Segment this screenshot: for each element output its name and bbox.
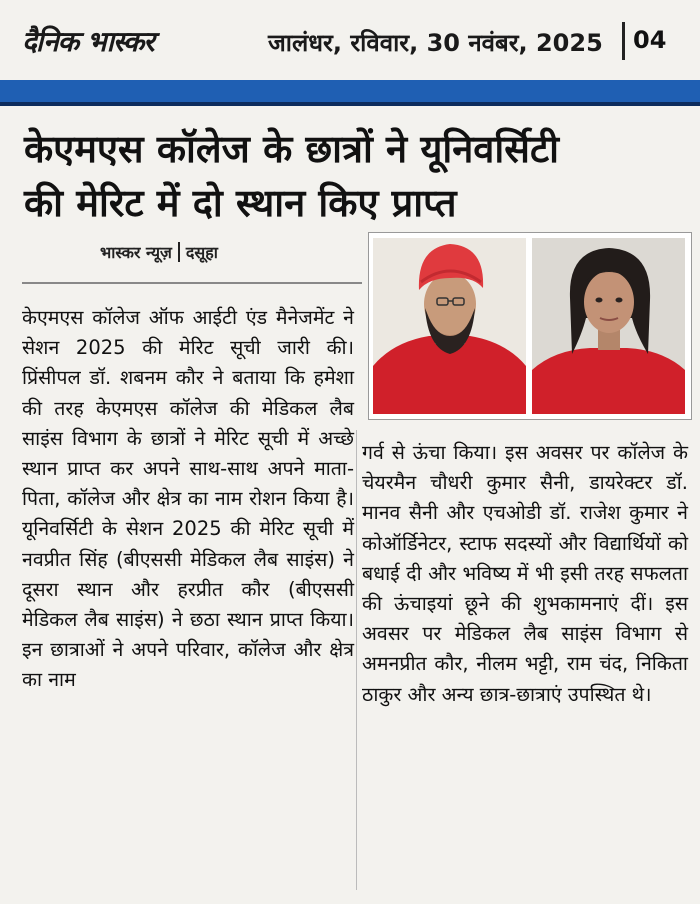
article-body-left-column: केएमएस कॉलेज ऑफ आईटी एंड मैनेजमेंट ने सेशन 2025 की मेरिट सूची जारी की। प्रिंसीपल डॉ. शबनम कौर ने बताया कि हमेशा की तरह केएमएस कॉलेज की मेडिकल लैब साइंस विभाग के छात्रों ने मेरिट सूची में अच्छे स्थान प्राप्त कर अपने साथ-साथ अपने माता-पिता, कॉलेज और क्षेत्र का नाम रोशन किया है। यूनिवर्सिटी के सेशन 2025 की मेरिट सूची में नवप्रीत सिंह (बीएससी मेडिकल लैब साइंस) ने दूसरा स्थान और हरप्रीत कौर (बीएससी मेडिकल लैब साइंस) ने छठा स्थान प्राप्त किया। इन छात्राओं ने अपने परिवार, कॉलेज और क्षेत्र का नाम — [22, 306, 354, 692]
header-color-rule — [0, 80, 700, 102]
dateline: जालंधर, रविवार, 30 नवंबर, 2025 — [268, 29, 603, 57]
byline-divider — [178, 242, 180, 262]
photo-panel — [368, 232, 692, 420]
column-divider — [356, 430, 357, 890]
headline-line-2: की मेरिट में दो स्थान किए प्राप्त — [24, 181, 457, 225]
article-headline — [24, 122, 684, 230]
masthead-logo: दैनिक भास्कर — [22, 25, 154, 58]
headline-line-1: केएमएस कॉलेज के छात्रों ने यूनिवर्सिटी — [24, 127, 559, 171]
page-number-divider — [622, 22, 625, 60]
newspaper-header — [0, 0, 700, 78]
student-photo-male — [373, 238, 526, 414]
article-body-right-column: गर्व से ऊंचा किया। इस अवसर पर कॉलेज के चेयरमैन चौधरी कुमार सैनी, डायरेक्टर डॉ. मानव सैनी और एचओडी डॉ. राजेश कुमार ने कोऑर्डिनेटर, स्टाफ सदस्यों और विद्यार्थियों को बधाई दी और भविष्य में भी इसी तरह सफलता की ऊंचाइयां छूने की शुभकामनाएं दीं। इस अवसर पर मेडिकल लैब साइंस विभाग से अमनप्रीत कौर, नीलम भट्टी, राम चंद, निकिता ठाकुर और अन्य छात्र-छात्राएं उपस्थित थे। — [362, 441, 688, 706]
byline-place: दसूहा — [185, 243, 218, 262]
page-number: 04 — [633, 26, 667, 54]
byline-rule — [22, 282, 362, 284]
student-photo-female — [532, 238, 685, 414]
byline — [100, 241, 218, 263]
byline-source: भास्कर न्यूज़ — [100, 243, 172, 262]
